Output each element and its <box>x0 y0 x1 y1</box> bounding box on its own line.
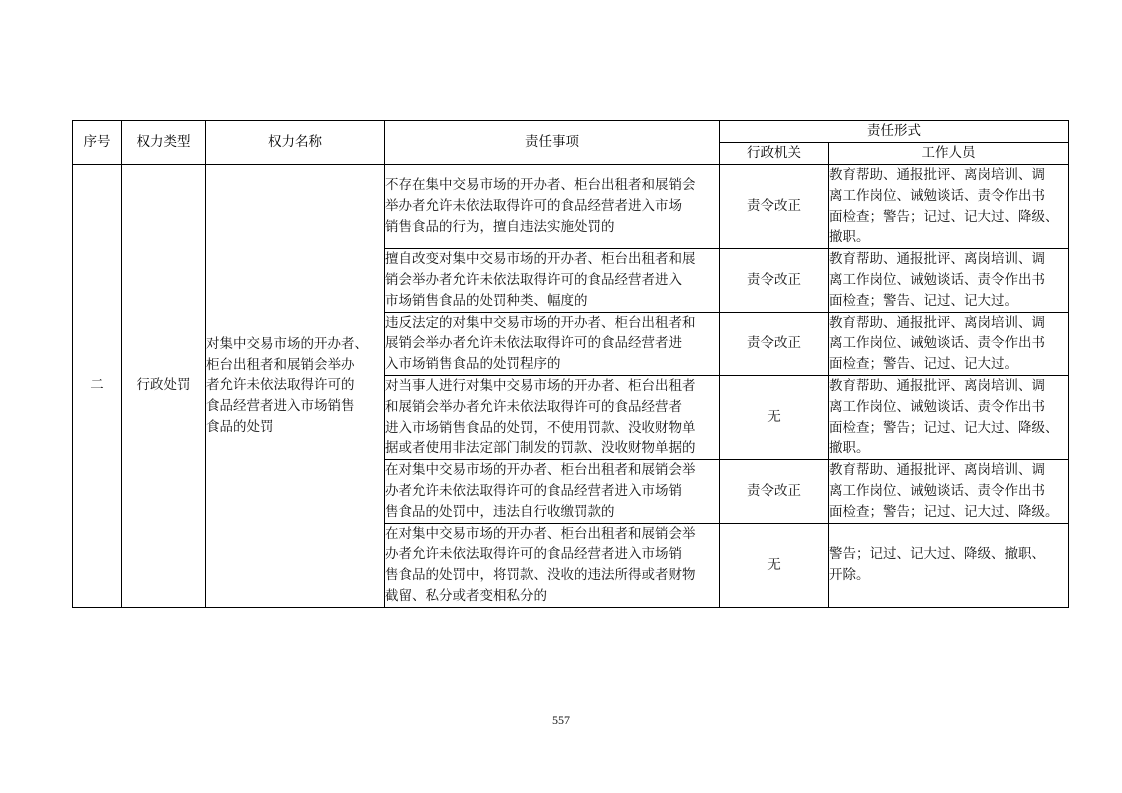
header-staff: 工作人员 <box>829 143 1069 165</box>
cell-agency-form: 无 <box>720 523 829 607</box>
cell-agency-form: 责令改正 <box>720 249 829 312</box>
cell-responsibility-matter: 违反法定的对集中交易市场的开办者、柜台出租者和 展销会举办者允许未依法取得许可的食品经营者进 入市场销售食品的处罚程序的 <box>385 312 720 375</box>
cell-index: 二 <box>73 165 122 608</box>
page-number: 557 <box>552 713 570 727</box>
cell-agency-form: 责令改正 <box>720 312 829 375</box>
cell-agency-form: 责令改正 <box>720 165 829 249</box>
cell-staff-form: 教育帮助、通报批评、离岗培训、调 离工作岗位、诫勉谈话、责令作出书 面检查；警告；记过、记大过、降级。 <box>829 460 1069 523</box>
cell-staff-form: 教育帮助、通报批评、离岗培训、调 离工作岗位、诫勉谈话、责令作出书 面检查；警告、记过、记大过。 <box>829 249 1069 312</box>
cell-agency-form: 无 <box>720 375 829 459</box>
cell-agency-form: 责令改正 <box>720 460 829 523</box>
cell-staff-form: 警告；记过、记大过、降级、撤职、 开除。 <box>829 523 1069 607</box>
cell-power-name: 对集中交易市场的开办者、 柜台出租者和展销会举办 者允许未依法取得许可的 食品经营者进入市场销售 食品的处罚 <box>206 165 385 608</box>
header-power-type: 权力类型 <box>122 121 206 165</box>
cell-responsibility-matter: 擅自改变对集中交易市场的开办者、柜台出租者和展 销会举办者允许未依法取得许可的食品经营者进入 市场销售食品的处罚种类、幅度的 <box>385 249 720 312</box>
cell-responsibility-matter: 不存在集中交易市场的开办者、柜台出租者和展销会 举办者允许未依法取得许可的食品经营者进入市场 销售食品的行为，擅自违法实施处罚的 <box>385 165 720 249</box>
cell-staff-form: 教育帮助、通报批评、离岗培训、调 离工作岗位、诫勉谈话、责令作出书 面检查；警告；记过、记大过、降级、 撤职。 <box>829 375 1069 459</box>
header-row <box>73 121 1069 143</box>
header-responsibility-matter: 责任事项 <box>385 121 720 165</box>
header-agency: 行政机关 <box>720 143 829 165</box>
table-row <box>73 165 1069 249</box>
header-power-name: 权力名称 <box>206 121 385 165</box>
cell-staff-form: 教育帮助、通报批评、离岗培训、调 离工作岗位、诫勉谈话、责令作出书 面检查；警告、记过、记大过。 <box>829 312 1069 375</box>
header-index: 序号 <box>73 121 122 165</box>
cell-staff-form: 教育帮助、通报批评、离岗培训、调 离工作岗位、诫勉谈话、责令作出书 面检查；警告；记过、记大过、降级、 撤职。 <box>829 165 1069 249</box>
cell-power-type: 行政处罚 <box>122 165 206 608</box>
cell-responsibility-matter: 对当事人进行对集中交易市场的开办者、柜台出租者 和展销会举办者允许未依法取得许可的食品经营者 进入市场销售食品的处罚，不使用罚款、没收财物单 据或者使用非法定部门制发的罚款、没收财物单据的 <box>385 375 720 459</box>
cell-responsibility-matter: 在对集中交易市场的开办者、柜台出租者和展销会举 办者允许未依法取得许可的食品经营者进入市场销 售食品的处罚中，将罚款、没收的违法所得或者财物 截留、私分或者变相私分的 <box>385 523 720 607</box>
cell-responsibility-matter: 在对集中交易市场的开办者、柜台出租者和展销会举 办者允许未依法取得许可的食品经营者进入市场销 售食品的处罚中，违法自行收缴罚款的 <box>385 460 720 523</box>
responsibility-table <box>72 120 1069 608</box>
header-responsibility-form: 责任形式 <box>720 121 1069 143</box>
